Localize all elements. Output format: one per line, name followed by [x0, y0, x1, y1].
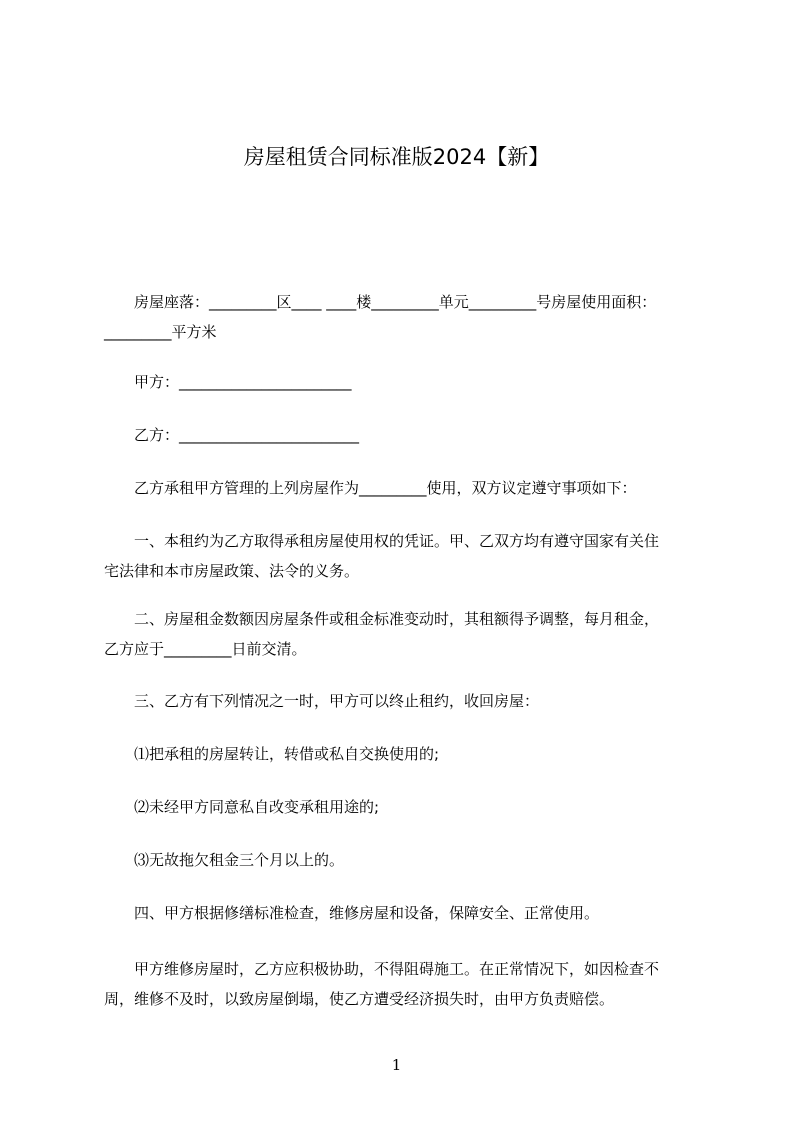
clause-3-item-3-line: ⑶无故拖欠租金三个月以上的。 [104, 851, 345, 869]
clause-1-paragraph [104, 526, 694, 586]
party-a-paragraph [104, 367, 694, 397]
repair-line-1: 甲方维修房屋时，乙方应积极协助，不得阻碍施工。在正常情况下，如因检查不 [104, 960, 660, 978]
clause-4-line: 四、甲方根据修缮标准检查，维修房屋和设备，保障安全、正常使用。 [104, 904, 600, 922]
clause-2-line-2: 乙方应于_________日前交清。 [104, 640, 307, 658]
repair-line-2: 周，维修不及时，以致房屋倒塌，使乙方遭受经济损失时，由甲方负责赔偿。 [104, 990, 615, 1008]
clause-3-item-1-line: ⑴把承租的房屋转让，转借或私自交换使用的; [104, 745, 440, 763]
party-a-line: 甲方：_______________________ [104, 373, 352, 391]
clause-3-item-2-line: ⑵未经甲方同意私自改变承租用途的; [104, 798, 380, 816]
location-line-1: 房屋座落：_________区____ ____楼_________单元_________号房屋使用面积： [104, 293, 657, 311]
clause-1-line-1: 一、本租约为乙方取得承租房屋使用权的凭证。甲、乙双方均有遵守国家有关住 [104, 532, 660, 550]
party-b-paragraph [104, 420, 694, 450]
clause-3-item-2 [104, 792, 694, 822]
clause-3-line: 三、乙方有下列情况之一时，甲方可以终止租约，收回房屋： [104, 692, 540, 710]
clause-3-paragraph [104, 686, 694, 716]
location-paragraph [104, 287, 694, 347]
clause-2-paragraph [104, 604, 694, 664]
repair-paragraph [104, 954, 694, 1014]
clause-3-item-3 [104, 845, 694, 875]
location-line-2: _________平方米 [104, 323, 217, 341]
intro-paragraph [104, 473, 694, 503]
page-number: 1 [391, 1056, 402, 1074]
intro-line: 乙方承租甲方管理的上列房屋作为_________使用，双方议定遵守事项如下： [104, 479, 637, 497]
party-b-line: 乙方：________________________ [104, 426, 360, 444]
clause-3-item-1 [104, 739, 694, 769]
clause-4-paragraph [104, 898, 694, 928]
clause-2-line-1: 二、房屋租金数额因房屋条件或租金标准变动时，其租额得予调整，每月租金， [104, 610, 660, 628]
clause-1-line-2: 宅法律和本市房屋政策、法令的义务。 [104, 562, 360, 580]
document-title: 房屋租赁合同标准版2024【新】 [243, 145, 550, 169]
